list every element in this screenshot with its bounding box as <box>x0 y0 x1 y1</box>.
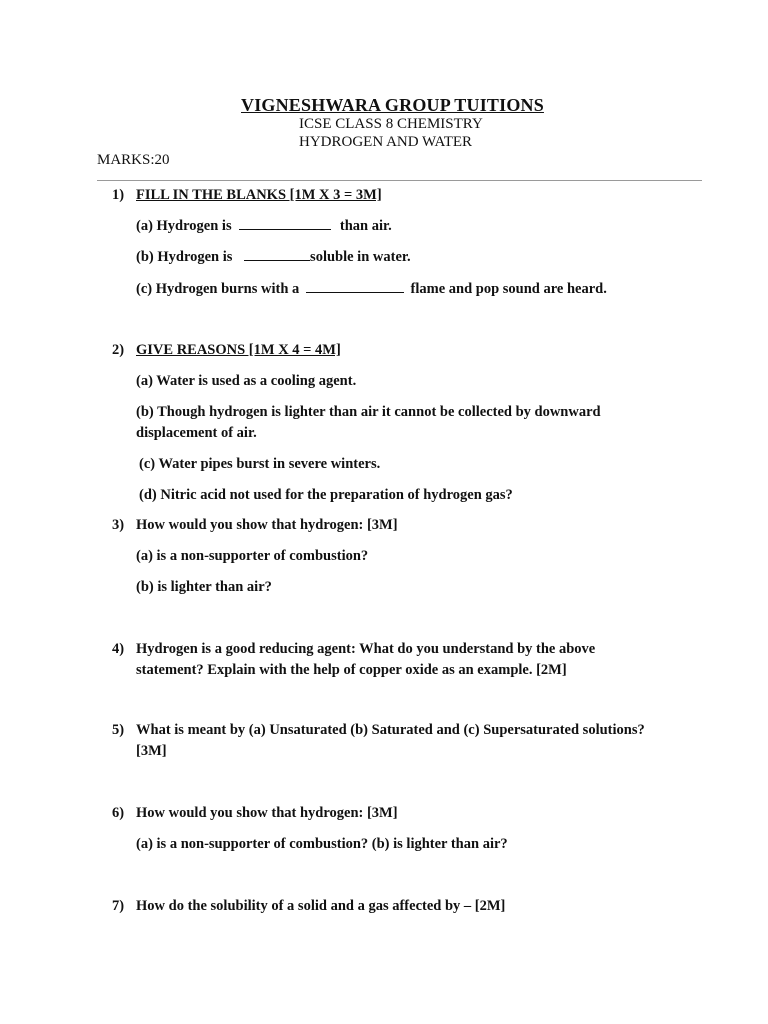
topic-subtitle: HYDROGEN AND WATER <box>299 134 473 150</box>
q2-item-c: (c) Water pipes burst in severe winters. <box>139 456 381 472</box>
q2-number: 2) <box>112 342 125 358</box>
q7-text: How do the solubility of a solid and a gas affected by – [2M] <box>136 898 506 914</box>
q6-text: How would you show that hydrogen: [3M] <box>136 805 398 821</box>
q2-item-b-line2: displacement of air. <box>136 425 257 441</box>
total-marks: MARKS:20 <box>97 152 170 168</box>
document-title: VIGNESHWARA GROUP TUITIONS <box>241 95 544 115</box>
q3-number: 3) <box>112 517 125 533</box>
q1-c-text-after: flame and pop sound are heard. <box>410 281 607 297</box>
q4-line2: statement? Explain with the help of copper oxide as an example. [2M] <box>136 662 567 678</box>
q1-b-text: (b) Hydrogen is <box>136 249 233 265</box>
q1-b-blank[interactable] <box>244 249 310 261</box>
q5-number: 5) <box>112 722 125 738</box>
q1-a-blank[interactable] <box>239 218 331 230</box>
q5-line1: What is meant by (a) Unsaturated (b) Saturated and (c) Supersaturated solutions? <box>136 722 645 738</box>
q1-c-blank[interactable] <box>306 281 404 293</box>
q3-item-b: (b) is lighter than air? <box>136 579 272 595</box>
q2-heading: GIVE REASONS [1M X 4 = 4M] <box>136 342 341 358</box>
q1-c-text: (c) Hydrogen burns with a <box>136 281 300 297</box>
q5-line2: [3M] <box>136 743 167 759</box>
q6-number: 6) <box>112 805 125 821</box>
q1-item-a <box>136 218 392 235</box>
q1-item-c <box>136 281 607 298</box>
q1-a-text: (a) Hydrogen is <box>136 218 232 234</box>
class-subtitle: ICSE CLASS 8 CHEMISTRY <box>299 116 483 132</box>
q4-number: 4) <box>112 641 125 657</box>
q1-number: 1) <box>112 187 125 203</box>
q2-item-b-line1: (b) Though hydrogen is lighter than air it cannot be collected by downward <box>136 404 601 420</box>
q3-text: How would you show that hydrogen: [3M] <box>136 517 398 533</box>
q1-b-text-after: soluble in water. <box>310 249 411 265</box>
q6-items: (a) is a non-supporter of combustion? (b) is lighter than air? <box>136 836 508 852</box>
header-divider <box>97 180 702 181</box>
q2-item-a: (a) Water is used as a cooling agent. <box>136 373 357 389</box>
q1-item-b <box>136 249 411 266</box>
q2-item-d: (d) Nitric acid not used for the preparation of hydrogen gas? <box>139 487 513 503</box>
q4-line1: Hydrogen is a good reducing agent: What do you understand by the above <box>136 641 596 657</box>
q7-number: 7) <box>112 898 125 914</box>
q1-heading: FILL IN THE BLANKS [1M X 3 = 3M] <box>136 187 382 203</box>
q1-a-text-after: than air. <box>339 218 392 234</box>
q3-item-a: (a) is a non-supporter of combustion? <box>136 548 369 564</box>
